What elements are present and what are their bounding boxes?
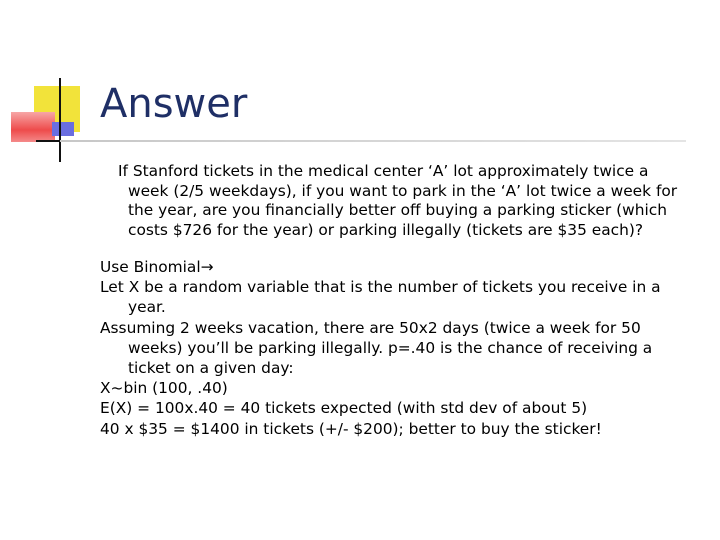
body-line: Assuming 2 weeks vacation, there are 50x2 days (twice a week for 50 [100,318,641,337]
body-line: 40 x $35 = $1400 in tickets (+/- $200); better to buy the sticker! [100,419,602,438]
answer-body [100,257,661,439]
body-line: Let X be a random variable that is the number of tickets you receive in a [100,278,661,297]
logo-pink-block [11,112,55,142]
body-line: Use Binomial→ [100,258,214,276]
body-line: ticket on a given day: [128,359,294,378]
body-line: weeks) you’ll be parking illegally. p=.40 is the chance of receiving a [128,338,653,357]
intro-paragraph [118,162,677,240]
logo-blue-block [52,122,74,136]
title-divider [60,140,686,142]
logo-vertical-line [59,78,61,162]
intro-line: the year, are you financially better off buying a parking sticker (which [128,201,667,219]
intro-line: If Stanford tickets in the medical center ‘A’ lot approximately twice a [118,162,649,180]
body-line: E(X) = 100x.40 = 40 tickets expected (with std dev of about 5) [100,399,588,418]
body-line: year. [128,298,166,317]
intro-line: costs $726 for the year) or parking illegally (tickets are $35 each)? [128,220,644,239]
body-line: X~bin (100, .40) [100,379,228,398]
intro-line: week (2/5 weekdays), if you want to park in the ‘A’ lot twice a week for [128,181,678,200]
slide-title: Answer [100,81,248,127]
